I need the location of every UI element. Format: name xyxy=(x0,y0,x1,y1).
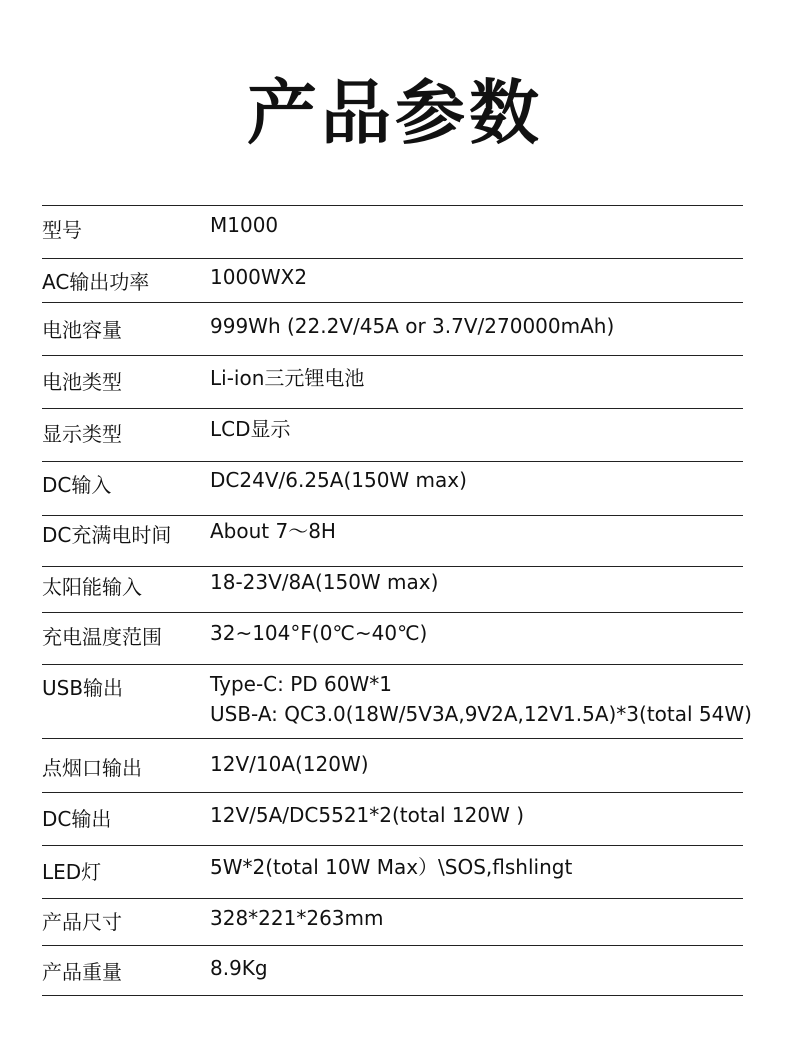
table-row xyxy=(42,664,752,738)
spec-value: 999Wh (22.2V/45A or 3.7V/270000mAh) xyxy=(210,314,615,338)
spec-label: 显示类型 xyxy=(42,422,122,446)
spec-label: 太阳能输入 xyxy=(42,575,142,599)
spec-value: 32~104°F(0℃~40℃) xyxy=(210,621,428,645)
table-row xyxy=(42,945,743,996)
table-row xyxy=(42,408,743,461)
spec-value: LCD显示 xyxy=(210,417,291,441)
table-row xyxy=(42,738,743,792)
table-row xyxy=(42,205,743,258)
spec-label: 充电温度范围 xyxy=(42,625,162,649)
spec-table xyxy=(42,205,752,996)
spec-label: AC输出功率 xyxy=(42,270,150,294)
spec-label: LED灯 xyxy=(42,860,102,884)
table-row xyxy=(42,302,743,355)
table-row xyxy=(42,898,743,945)
spec-label: 电池容量 xyxy=(42,318,122,342)
spec-value: 12V/10A(120W) xyxy=(210,752,369,776)
spec-value: About 7～8H xyxy=(210,519,336,543)
spec-label: 点烟口输出 xyxy=(42,756,142,780)
spec-label: DC充满电时间 xyxy=(42,523,172,547)
spec-value-line-2: USB-A: QC3.0(18W/5V3A,9V2A,12V1.5A)*3(total 54W) xyxy=(210,702,752,726)
spec-value: Li-ion三元锂电池 xyxy=(210,366,365,390)
table-row xyxy=(42,566,743,612)
table-row xyxy=(42,461,743,515)
spec-value: 12V/5A/DC5521*2(total 120W ) xyxy=(210,803,525,827)
spec-label: USB输出 xyxy=(42,676,124,700)
spec-label: DC输入 xyxy=(42,473,112,497)
spec-label: 产品尺寸 xyxy=(42,910,122,934)
spec-label: 产品重量 xyxy=(42,960,122,984)
spec-value: 8.9Kg xyxy=(210,956,268,980)
spec-value-line-1: Type-C: PD 60W*1 xyxy=(210,672,392,696)
spec-value: 5W*2(total 10W Max）\SOS,flshlingt xyxy=(210,855,573,879)
spec-value: 1000WX2 xyxy=(210,265,308,289)
table-row xyxy=(42,612,743,664)
table-row xyxy=(42,515,743,566)
table-row xyxy=(42,258,743,302)
spec-value: 18-23V/8A(150W max) xyxy=(210,570,439,594)
table-row xyxy=(42,355,743,408)
table-row xyxy=(42,792,743,845)
spec-label: DC输出 xyxy=(42,807,112,831)
page-title: 产品参数 xyxy=(247,72,543,154)
spec-value xyxy=(210,669,752,729)
spec-value: DC24V/6.25A(150W max) xyxy=(210,468,467,492)
spec-value: 328*221*263mm xyxy=(210,906,384,930)
spec-label: 型号 xyxy=(42,218,82,242)
spec-label: 电池类型 xyxy=(42,370,122,394)
table-row xyxy=(42,845,743,898)
spec-value: M1000 xyxy=(210,213,279,237)
